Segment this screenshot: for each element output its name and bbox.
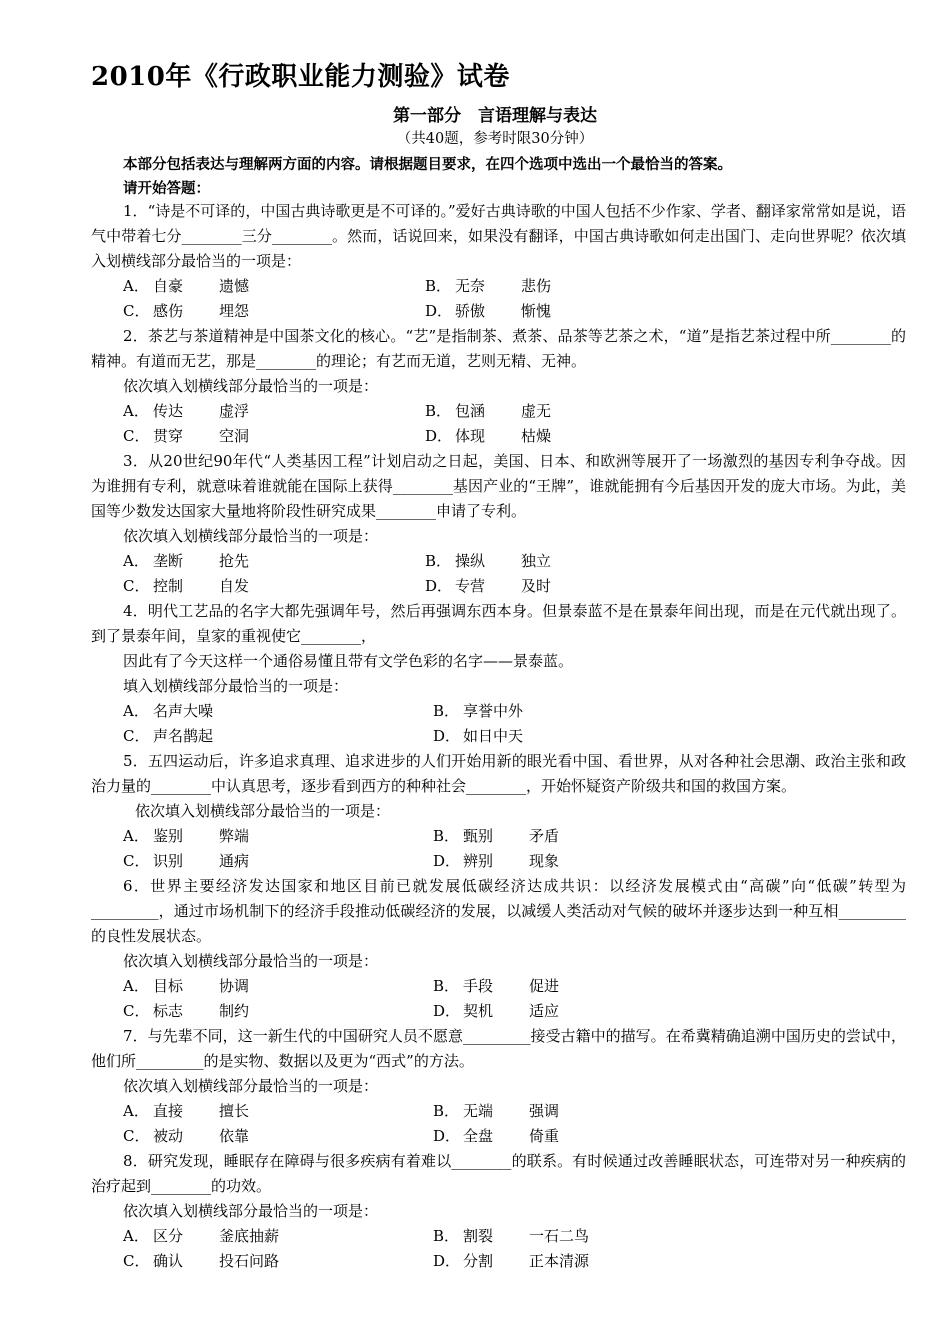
option-a[interactable]: A． 区分 釜底抽薪 xyxy=(123,1227,280,1245)
question-stem: 1．“诗是不可译的，中国古典诗歌更是不可译的。”爱好古典诗歌的中国人包括不少作家、学者、翻译家常常如是说，语气中带着七分________三分________。然而，话说回来，如果没有翻译，中国古典诗歌如何走出国门、走向世界呢？依次填入划横线部分最恰当的一项是： xyxy=(91,202,906,270)
question-5 xyxy=(91,749,906,874)
question-prompt: 依次填入划横线部分最恰当的一项是： xyxy=(123,527,379,545)
page-title: 2010年《行政职业能力测验》试卷 xyxy=(91,62,510,92)
question-stem: 4．明代工艺品的名字大都先强调年号，然后再强调东西本身。但景泰蓝不是在景泰年间出现，而是在元代就出现了。到了景泰年间，皇家的重视使它________， xyxy=(91,602,906,645)
question-3 xyxy=(91,449,906,599)
question-prompt: 依次填入划横线部分最恰当的一项是： xyxy=(123,1077,379,1095)
question-stem: 7．与先辈不同，这一新生代的中国研究人员不愿意_________接受古籍中的描写。在希冀精确追溯中国历史的尝试中，他们所_________的是实物、数据以及更为“西式”的方法。 xyxy=(91,1027,906,1070)
question-prompt: 依次填入划横线部分最恰当的一项是： xyxy=(135,802,391,820)
option-a[interactable]: A． 名声大噪 xyxy=(123,702,214,720)
instructions: 本部分包括表达与理解两方面的内容。请根据题目要求，在四个选项中选出一个最恰当的答案。 xyxy=(123,156,732,173)
option-c[interactable]: C． 声名鹊起 xyxy=(123,727,214,745)
option-a[interactable]: A． 垄断 抢先 xyxy=(123,552,250,570)
option-b[interactable]: B． 手段 促进 xyxy=(433,977,560,995)
option-a[interactable]: A． 自豪 遗憾 xyxy=(123,277,250,295)
option-d[interactable]: D． 分割 正本清源 xyxy=(433,1252,590,1270)
question-continuation: 因此有了今天这样一个通俗易懂且带有文学色彩的名字——景泰蓝。 xyxy=(123,652,574,670)
option-c[interactable]: C． 标志 制约 xyxy=(123,1002,250,1020)
time-note: （共40题，参考时限30分钟） xyxy=(396,131,594,147)
option-d[interactable]: D． 辨别 现象 xyxy=(433,852,560,870)
question-prompt: 依次填入划横线部分最恰当的一项是： xyxy=(123,1202,379,1220)
option-d[interactable]: D． 专营 及时 xyxy=(425,577,552,595)
question-list xyxy=(91,199,906,1274)
option-c[interactable]: C． 感伤 埋怨 xyxy=(123,302,250,320)
option-b[interactable]: B． 割裂 一石二鸟 xyxy=(433,1227,590,1245)
option-d[interactable]: D． 全盘 倚重 xyxy=(433,1127,560,1145)
option-c[interactable]: C． 识别 通病 xyxy=(123,852,250,870)
option-c[interactable]: C． 贯穿 空洞 xyxy=(123,427,250,445)
option-d[interactable]: D． 骄傲 惭愧 xyxy=(425,302,552,320)
option-d[interactable]: D． 如日中天 xyxy=(433,727,524,745)
question-stem: 6．世界主要经济发达国家和地区目前已就发展低碳经济达成共识：以经济发展模式由“高碳”向“低碳”转型为_________，通过市场机制下的经济手段推动低碳经济的发展，以减缓人类活动对气候的破坏并逐步达到一种互相_________的良性发展状态。 xyxy=(91,877,906,945)
option-b[interactable]: B． 无奈 悲伤 xyxy=(425,277,552,295)
option-b[interactable]: B． 无端 强调 xyxy=(433,1102,560,1120)
question-prompt: 填入划横线部分最恰当的一项是： xyxy=(123,677,349,695)
question-prompt: 依次填入划横线部分最恰当的一项是： xyxy=(123,952,379,970)
option-c[interactable]: C． 控制 自发 xyxy=(123,577,250,595)
option-d[interactable]: D． 体现 枯燥 xyxy=(425,427,552,445)
option-a[interactable]: A． 传达 虚浮 xyxy=(123,402,250,420)
question-4 xyxy=(91,599,906,749)
option-b[interactable]: B． 享誉中外 xyxy=(433,702,524,720)
question-stem: 2．茶艺与茶道精神是中国茶文化的核心。“艺”是指制茶、煮茶、品茶等艺茶之术，“道”是指艺茶过程中所________的精神。有道而无艺，那是________的理论；有艺而无道，艺则无精、无神。 xyxy=(91,327,906,370)
option-a[interactable]: A． 直接 擅长 xyxy=(123,1102,250,1120)
question-stem: 5．五四运动后，许多追求真理、追求进步的人们开始用新的眼光看中国、看世界，从对各种社会思潮、政治主张和政治力量的________中认真思考，逐步看到西方的种种社会________，开始怀疑资产阶级共和国的救国方案。 xyxy=(91,752,906,795)
option-a[interactable]: A． 目标 协调 xyxy=(123,977,250,995)
question-8 xyxy=(91,1149,906,1274)
question-1 xyxy=(91,199,906,324)
option-a[interactable]: A． 鉴别 弊端 xyxy=(123,827,250,845)
option-b[interactable]: B． 包涵 虚无 xyxy=(425,402,552,420)
option-c[interactable]: C． 确认 投石问路 xyxy=(123,1252,280,1270)
question-2 xyxy=(91,324,906,449)
question-stem: 3．从20世纪90年代“人类基因工程”计划启动之日起，美国、日本、和欧洲等展开了一场激烈的基因专利争夺战。因为谁拥有专利，就意味着谁就能在国际上获得________基因产业的“王牌”，谁就能拥有今后基因开发的庞大市场。为此，美国等少数发达国家大量地将阶段性研究成果________申请了专利。 xyxy=(91,452,906,520)
section-title: 第一部分 言语理解与表达 xyxy=(393,106,597,126)
question-stem: 8．研究发现，睡眠存在障碍与很多疾病有着难以________的联系。有时候通过改善睡眠状态，可连带对另一种疾病的治疗起到________的功效。 xyxy=(91,1152,906,1195)
question-6 xyxy=(91,874,906,1024)
option-d[interactable]: D． 契机 适应 xyxy=(433,1002,560,1020)
start-label: 请开始答题： xyxy=(123,180,210,197)
question-prompt: 依次填入划横线部分最恰当的一项是： xyxy=(123,377,379,395)
question-7 xyxy=(91,1024,906,1149)
option-b[interactable]: B． 操纵 独立 xyxy=(425,552,552,570)
option-c[interactable]: C． 被动 依靠 xyxy=(123,1127,250,1145)
option-b[interactable]: B． 甄别 矛盾 xyxy=(433,827,560,845)
